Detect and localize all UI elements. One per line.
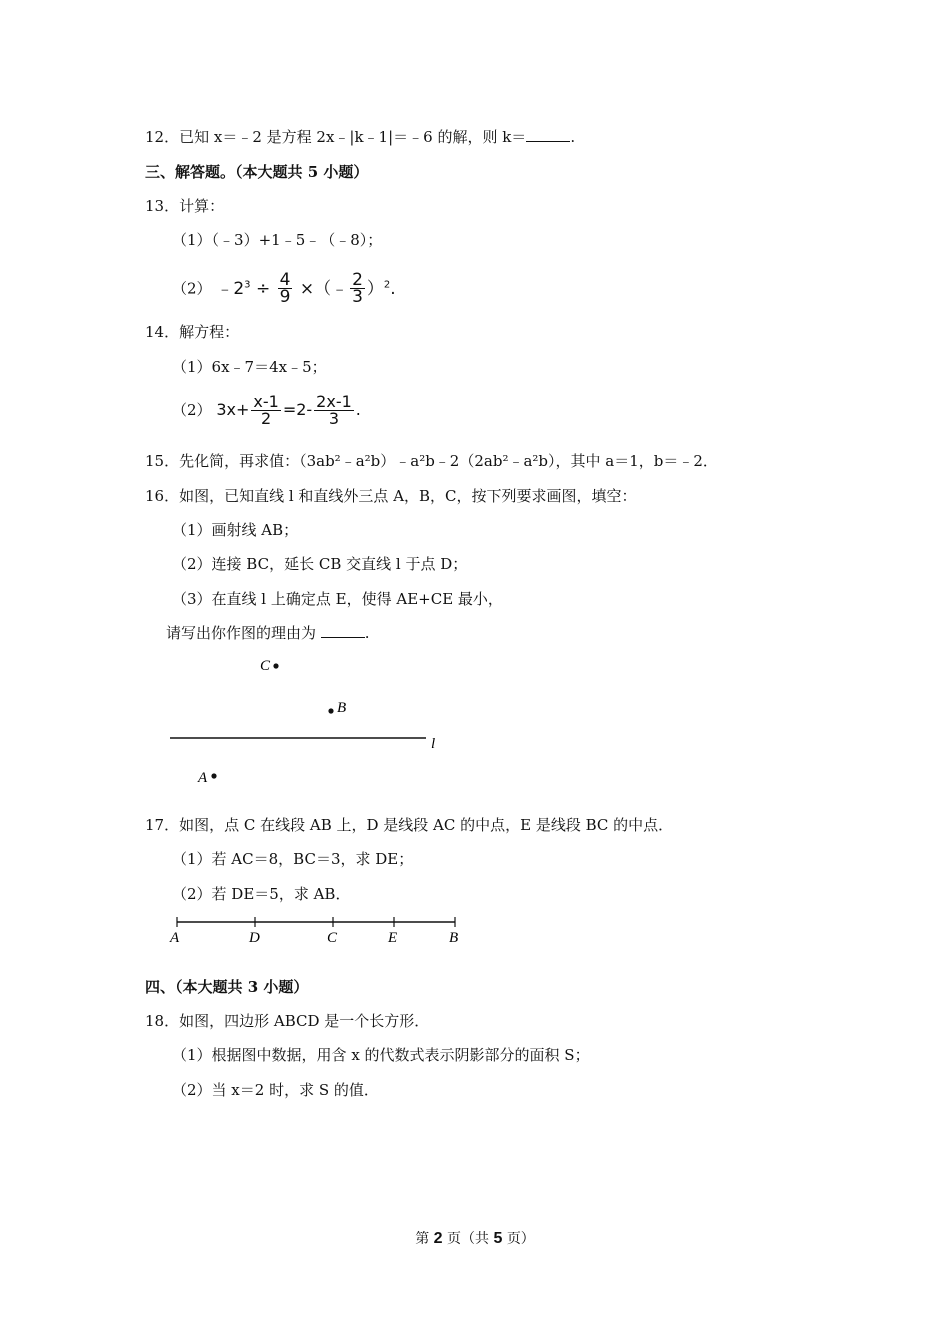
term: 3x+ bbox=[216, 400, 250, 419]
fraction-x-minus-1-over-2 bbox=[251, 394, 280, 427]
label-C: C bbox=[327, 930, 338, 946]
point-A bbox=[211, 773, 216, 778]
label-A: A bbox=[170, 930, 180, 946]
question-17: 17．如图，点 C 在线段 AB 上，D 是线段 AC 的中点，E 是线段 BC 的中点． bbox=[145, 816, 674, 834]
denominator: 3 bbox=[328, 409, 340, 428]
question-18: 18．如图，四边形 ABCD 是一个长方形． bbox=[145, 1012, 430, 1030]
footer-text: 第 bbox=[415, 1231, 430, 1247]
part-label: （2） bbox=[172, 401, 212, 419]
question-14: 14．解方程： bbox=[145, 323, 240, 341]
question-16-reason bbox=[166, 623, 370, 643]
page-footer bbox=[0, 1228, 950, 1248]
answer-blank bbox=[526, 127, 570, 142]
label-D: D bbox=[249, 930, 260, 946]
term: ﹣2 bbox=[216, 278, 245, 299]
equation bbox=[216, 392, 361, 428]
question-16: 16．如图，已知直线 l 和直线外三点 A，B，C，按下列要求画图，填空： bbox=[145, 487, 637, 505]
question-12-text: 12．已知 x＝﹣2 是方程 2x﹣|k﹣1|＝﹣6 的解，则 k＝ bbox=[145, 128, 527, 146]
question-13: 13．计算： bbox=[145, 197, 225, 215]
question-17-part-1: （1）若 AC＝8，BC＝3，求 DE； bbox=[172, 850, 414, 868]
reason-text: 请写出你作图的理由为 bbox=[166, 624, 317, 642]
exponent: 2 bbox=[383, 279, 391, 290]
figure-17 bbox=[165, 912, 465, 948]
numerator: 2 bbox=[352, 270, 363, 291]
question-16-part-2: （2）连接 BC，延长 CB 交直线 l 于点 D； bbox=[172, 555, 468, 573]
figure-16 bbox=[160, 650, 480, 790]
label-A: A bbox=[198, 770, 208, 786]
question-18-part-1: （1）根据图中数据，用含 x 的代数式表示阴影部分的面积 S； bbox=[172, 1046, 590, 1064]
fraction-4-9 bbox=[278, 270, 293, 308]
question-13-part-2 bbox=[172, 268, 396, 306]
denominator: 2 bbox=[261, 409, 272, 428]
label-l: l bbox=[431, 736, 436, 752]
part-label: （2） bbox=[172, 279, 212, 298]
divide-sign: ÷ bbox=[255, 278, 271, 299]
period: . bbox=[570, 128, 576, 146]
section-4-heading: 四、（本大题共 3 小题） bbox=[145, 978, 309, 996]
total-pages: 5 bbox=[493, 1230, 503, 1247]
question-16-part-3: （3）在直线 l 上确定点 E，使得 AE+CE 最小， bbox=[172, 590, 503, 608]
period: . bbox=[364, 624, 370, 642]
term: =2- bbox=[282, 400, 313, 419]
section-3-heading: 三、解答题。（本大题共 5 小题） bbox=[145, 163, 369, 181]
label-B: B bbox=[449, 930, 459, 946]
numerator: 2x-1 bbox=[316, 392, 352, 411]
period: . bbox=[390, 278, 396, 299]
label-B: B bbox=[337, 700, 347, 716]
times-sign: ×（﹣ bbox=[299, 278, 349, 299]
fraction-2x-minus-1-over-3 bbox=[314, 394, 354, 427]
close-paren: ） bbox=[366, 278, 384, 299]
question-12 bbox=[145, 127, 575, 147]
question-17-part-2: （2）若 DE＝5，求 AB． bbox=[172, 885, 351, 903]
denominator: 3 bbox=[352, 287, 363, 308]
question-15: 15．先化简，再求值：（3ab²﹣a²b）﹣a²b﹣2（2ab²﹣a²b），其中 a＝1，b＝﹣2． bbox=[145, 452, 718, 470]
label-E: E bbox=[388, 930, 398, 946]
numerator: 4 bbox=[279, 270, 291, 291]
point-B bbox=[328, 708, 333, 713]
question-16-part-1: （1）画射线 AB； bbox=[172, 521, 299, 539]
footer-text: 页） bbox=[506, 1231, 535, 1247]
point-C bbox=[273, 663, 278, 668]
fraction-2-3 bbox=[350, 270, 365, 308]
footer-text: 页（共 bbox=[447, 1231, 489, 1247]
exponent: 3 bbox=[244, 279, 251, 290]
denominator: 9 bbox=[279, 287, 291, 308]
answer-blank bbox=[321, 623, 365, 638]
question-14-part-2 bbox=[172, 393, 361, 427]
period: . bbox=[355, 400, 361, 419]
question-14-part-1: （1）6x﹣7＝4x﹣5； bbox=[172, 358, 327, 376]
expression bbox=[216, 270, 396, 308]
label-C: C bbox=[260, 658, 271, 674]
question-13-part-1: （1）（﹣3）+1﹣5﹣（﹣8）； bbox=[172, 231, 383, 249]
numerator: x-1 bbox=[253, 392, 279, 411]
question-18-part-2: （2）当 x＝2 时，求 S 的值． bbox=[172, 1081, 379, 1099]
current-page: 2 bbox=[433, 1230, 443, 1247]
